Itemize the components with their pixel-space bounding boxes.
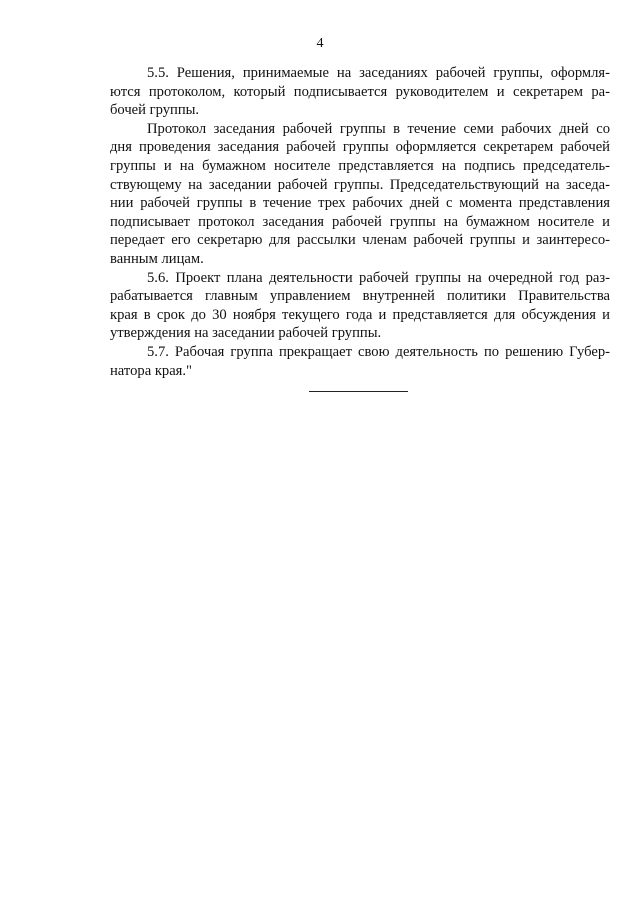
document-body: [110, 64, 610, 380]
paragraph-5-6: [110, 269, 610, 343]
text-line: нии рабочей группы в течение трех рабочих дней с момента представления: [110, 195, 610, 212]
paragraph-protocol: [110, 120, 610, 269]
text-line: края в срок до 30 ноября текущего года и представляется для обсуждения и: [110, 306, 610, 323]
paragraph-5-7: [110, 343, 610, 380]
text-line: бочей группы.: [110, 102, 200, 119]
text-line: 5.6. Проект плана деятельности рабочей группы на очередной год раз-: [147, 269, 610, 286]
paragraph-5-5: [110, 64, 610, 120]
text-line: группы и на бумажном носителе представляется на подпись председатель-: [110, 157, 610, 174]
text-line: подписывает протокол заседания рабочей группы на бумажном носителе и: [110, 213, 610, 230]
text-line: ются протоколом, который подписывается руководителем и секретарем ра-: [110, 83, 610, 100]
closing-separator-line: [309, 391, 408, 392]
text-line: рабатывается главным управлением внутренней политики Правительства: [110, 288, 610, 305]
text-line: утверждения на заседании рабочей группы.: [110, 325, 382, 342]
text-line: дня проведения заседания рабочей группы оформляется секретарем рабочей: [110, 139, 610, 156]
text-line: ствующему на заседании рабочей группы. Председательствующий на заседа-: [110, 176, 610, 193]
text-line: 5.7. Рабочая группа прекращает свою деятельность по решению Губер-: [147, 343, 610, 360]
text-line: натора края.": [110, 362, 192, 379]
text-line: Протокол заседания рабочей группы в течение семи рабочих дней со: [147, 120, 610, 137]
text-line: ванным лицам.: [110, 250, 204, 267]
page-number: 4: [316, 36, 324, 51]
text-line: 5.5. Решения, принимаемые на заседаниях рабочей группы, оформля-: [147, 65, 610, 81]
text-line: передает его секретарю для рассылки членам рабочей группы и заинтересо-: [110, 232, 610, 249]
